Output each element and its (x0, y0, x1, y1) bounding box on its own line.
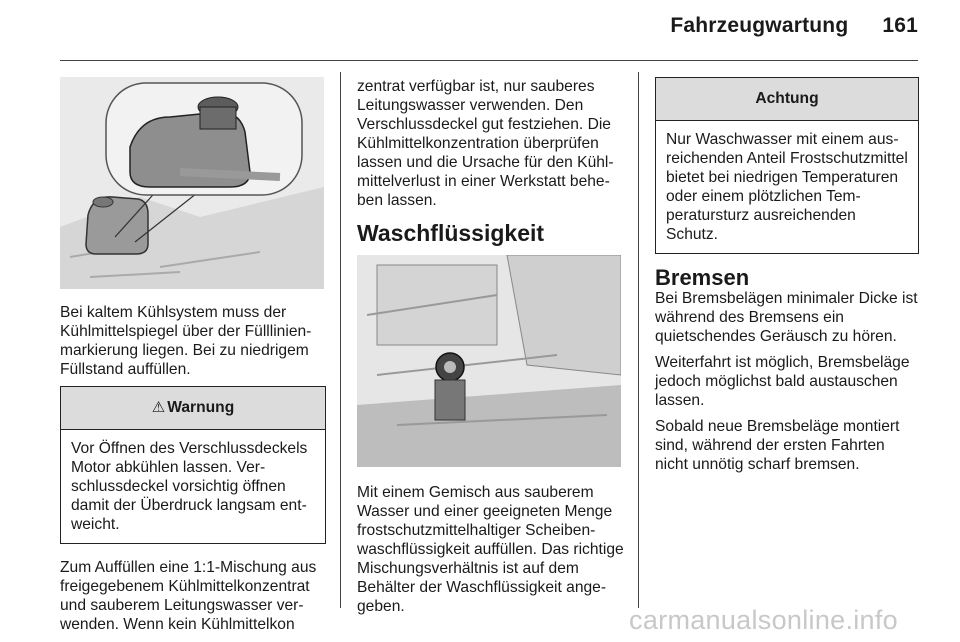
warning-box-header (61, 387, 325, 430)
brakes-paragraph-2: Weiterfahrt ist möglich, Bremsbeläge jedoch möglichst bald austauschen lassen. (655, 354, 910, 409)
coolant-level-paragraph: Bei kaltem Kühlsystem muss der Kühlmittelspiegel über der Fülllinienmarkierung liegen. Bei zu niedrigem Füllstand auffüllen. (60, 304, 312, 378)
warning-box (60, 386, 326, 544)
brakes-paragraph-3: Sobald neue Bremsbeläge montiert sind, während der ersten Fahrten nicht unnötig scharf bremsen. (655, 418, 900, 473)
section-heading-brakes: Bremsen (655, 265, 750, 290)
warning-triangle-icon: ⚠ (151, 399, 166, 416)
washer-fluid-paragraph: Mit einem Gemisch aus sauberem Wasser und einer geeigneten Menge frostschutzmittelhaltiger Scheibenwaschflüssigkeit auffüllen. Das richtige Mischungsverhältnis ist auf dem Behälter der Waschflüssigkeit angegeben. (357, 484, 624, 615)
refill-paragraph: Zum Auffüllen eine 1:1-Mischung aus freigegebenem Kühlmittelkonzentrat und sauberem Leitungswasser verwenden. Wenn kein Kühlmittelkon (60, 559, 317, 633)
page-header (670, 14, 918, 38)
warning-text: Vor Öffnen des Verschlussdeckels Motor abkühlen lassen. Verschlussdeckel vorsichtig öffnen damit der Überdruck langsam entweicht. (71, 440, 308, 533)
brakes-paragraph-1: Bei Bremsbelägen minimaler Dicke ist während des Bremsens ein quietschendes Geräusch zu hören. (655, 290, 918, 345)
caution-box (655, 77, 919, 254)
column-1 (60, 77, 326, 641)
column-divider (638, 72, 639, 608)
column-divider (340, 72, 341, 608)
caution-box-header: Achtung (656, 78, 918, 121)
caution-text: Nur Waschwasser mit einem ausreichenden Anteil Frostschutzmittel bietet bei niedrigen Temperaturen oder einem plötzlichen Temperatursturz ausreichenden Schutz. (666, 131, 908, 243)
watermark: carmanualsonline.info (629, 605, 898, 635)
coolant-reservoir-illustration (60, 77, 324, 289)
chapter-title: Fahrzeugwartung (670, 14, 849, 37)
warning-title: Warnung (167, 399, 235, 416)
column-2 (357, 77, 625, 623)
page-number: 161 (882, 14, 918, 37)
header-rule (60, 60, 918, 61)
column-3 (655, 77, 919, 481)
washer-fluid-reservoir-illustration (357, 255, 621, 467)
coolant-continuation-paragraph: zentrat verfügbar ist, nur sauberes Leitungswasser verwenden. Den Verschlussdeckel gut festziehen. Die Kühlmittelkonzentration überprüfen lassen und die Ursache für den Kühlmittelverlust in einer Werkstatt beheben lassen. (357, 78, 614, 209)
section-heading-washer-fluid: Waschflüssigkeit (357, 220, 545, 246)
